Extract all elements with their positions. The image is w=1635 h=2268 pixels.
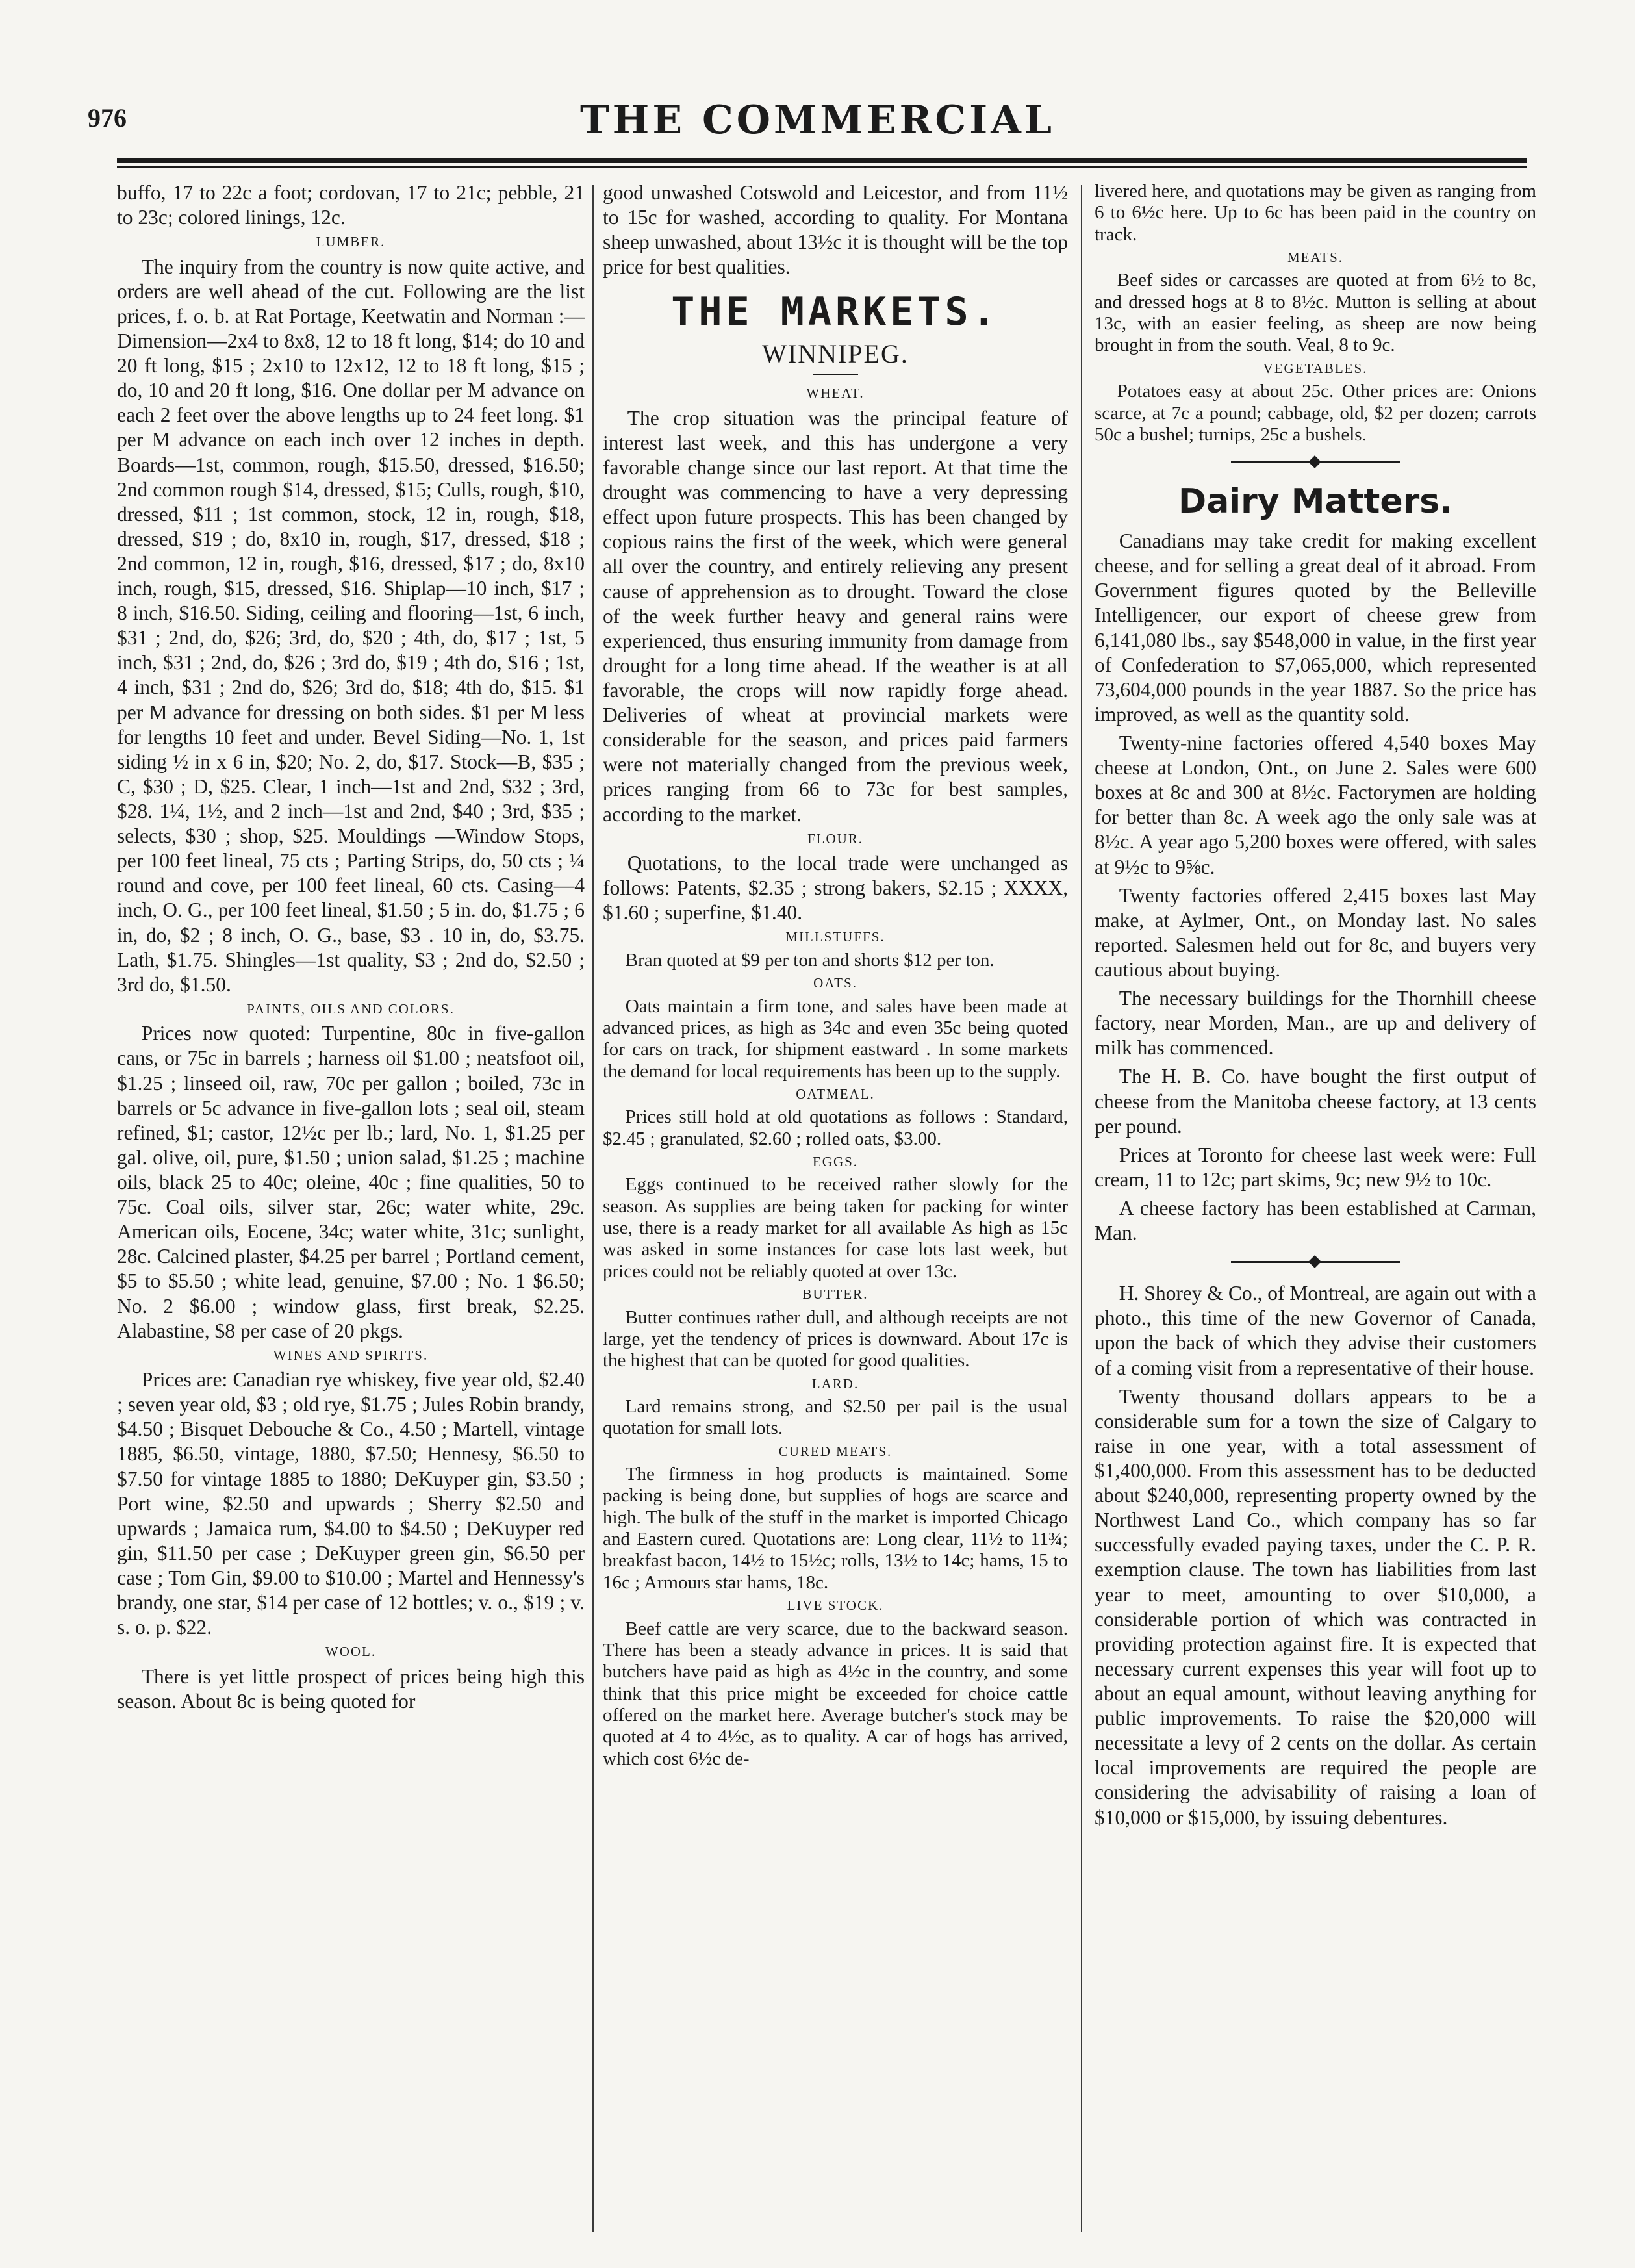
cured-meats-paragraph: The firmness in hog products is maintained. Some packing is being done, but supplies of hogs are scarce and high. The bulk of the stuff in the market is imported Chicago and Eastern cured. Quotations are: Long clear, 11½ to 11¾; breakfast bacon, 14½ to 15½c; rolls, 13½ to 14c; hams, 15 to 16c ; Armours star hams, 18c. <box>603 1464 1068 1593</box>
divider-diamond-icon <box>1308 1255 1321 1268</box>
flour-heading: FLOUR. <box>807 830 864 847</box>
wool-heading: WOOL. <box>325 1644 377 1660</box>
butter-paragraph: Butter continues rather dull, and although receipts are not large, yet the tendency of prices is downward. About 17c is the highest that can be quoted for good qualities. <box>603 1306 1068 1371</box>
column-2 <box>603 181 1068 2234</box>
butter-heading: BUTTER. <box>802 1286 868 1303</box>
short-rule <box>813 374 858 375</box>
eggs-paragraph: Eggs continued to be received rather slowly for the season. As supplies are being taken for packing for winter use, there is a ready market for all available As high as 15c was asked in some instances for case lots last week, but prices could not be reliably quoted at over 13c. <box>603 1174 1068 1282</box>
masthead-title: THE COMMERCIAL <box>580 97 1055 143</box>
dairy-paragraph-7: A cheese factory has been established at Carman, Man. <box>1095 1197 1536 1245</box>
dairy-paragraph-2: Twenty-nine factories offered 4,540 boxes May cheese at London, Ont., on June 2. Sales were 600 boxes at 8c and 300 at 8½c. Factorymen are holding for better than 8c. A week ago the only sale was at 8½c. A year ago 5,200 boxes were offered, with sales at 9½c to 9⅝c. <box>1095 732 1536 878</box>
millstuffs-paragraph: Bran quoted at $9 per ton and shorts $12 per ton. <box>625 949 995 971</box>
markets-title: THE MARKETS. <box>671 289 1000 335</box>
city-heading: WINNIPEG. <box>762 339 909 369</box>
lard-paragraph: Lard remains strong, and $2.50 per pail is the usual quotation for small lots. <box>603 1396 1068 1439</box>
calgary-paragraph: Twenty thousand dollars appears to be a considerable sum for a town the size of Calgary to raise in one year, with a total assessment of $1,400,000. From this assessment has to be deducted about $240,000, representing property owned by the Northwest Land Co., which company has so far successfully evaded paying taxes, under the C. P. R. exemption clause. The town has liabilities from last year to meet, amounting to over $10,000, a considerable portion of which was contracted in providing protection against fire. It is expected that necessary current expenses this year will foot up to about an equal amount, without leaving anything for public improvements. To raise the $20,000 will necessitate a levy of 2 cents on the dollar. As certain local improvements are required the people are considering the advisability of raising a loan of $10,000 or $15,000, by issuing debentures. <box>1095 1384 1536 1829</box>
section-divider-2 <box>1231 1261 1400 1263</box>
dairy-paragraph-5: The H. B. Co. have bought the first output of cheese from the Manitoba cheese factory, at 13 cents per pound. <box>1095 1065 1536 1138</box>
oatmeal-paragraph: Prices still hold at old quotations as follows : Standard, $2.45 ; granulated, $2.60 ; rolled oats, $3.00. <box>603 1106 1068 1149</box>
wool-paragraph: There is yet little prospect of prices being high this season. About 8c is being quoted for <box>117 1664 585 1713</box>
wheat-paragraph: The crop situation was the principal feature of interest last week, and this has undergone a very favorable change since our last report. At that time the drought was commencing to have a very depressing effect upon future prospects. This has been changed by copious rains the first of the week, which were general all over the country, and entirely relieving any present cause of apprehension as to drought. Toward the close of the week further heavy and general rains were experienced, thus ensuring immunity from damage from drought for a long time ahead. If the weather is at all favorable, the crops will now rapidly forge ahead. Deliveries of wheat at provincial markets were considerable for the season, and prices paid farmers were not materially changed from the previous week, prices ranging from 66 to 73c for best samples, according to the market. <box>603 406 1068 826</box>
millstuffs-heading: MILLSTUFFS. <box>785 929 885 945</box>
column-divider-2 <box>1081 185 1082 2232</box>
vegetables-heading: VEGETABLES. <box>1263 360 1368 376</box>
dairy-paragraph-6: Prices at Toronto for cheese last week were: Full cream, 11 to 12c; part skims, 9c; new 9½ to 10c. <box>1095 1143 1536 1191</box>
oatmeal-heading: OATMEAL. <box>796 1086 875 1102</box>
live-stock-heading: LIVE STOCK. <box>787 1598 884 1614</box>
live-stock-continued-paragraph: livered here, and quotations may be given as ranging from 6 to 6½c here. Up to 6c has been paid in the country on track. <box>1095 181 1536 245</box>
page-number: 976 <box>88 103 127 133</box>
masthead-rule-thin <box>117 166 1527 168</box>
paints-heading: PAINTS, OILS AND COLORS. <box>247 1000 455 1017</box>
live-stock-paragraph: Beef cattle are very scarce, due to the backward season. There has been a steady advance in prices. It is said that butchers have paid as high as 4½c in the country, and some think that this price might be exceeded for choice cattle offered on the market here. Average butcher's stock may be quoted at 4 to 4½c, as to quality. A car of hogs has arrived, which cost 6½c de- <box>603 1618 1068 1769</box>
lumber-paragraph: The inquiry from the country is now quite active, and orders are well ahead of the cut. Following are the list prices, f. o. b. at Rat Portage, Keetwatin and Norman :— Dimension—2x4 to 8x8, 12 to 18 ft long, $14; do 10 and 20 ft long, $15 ; 2x10 to 12x12, 12 to 18 ft long, $15 ; do, 10 and 20 ft long, $16. One dollar per M advance on each 2 feet over the above lengths up to 24 feet long. $1 per M advance on each inch over 12 inches in depth. Boards—1st, common, rough, $15.50, dressed, $16.50; 2nd common rough $14, dressed, $15; Culls, rough, $10, dressed, $11 ; 1st common, stock, 12 in, rough, $18, dressed, $19 ; do, 8x10 in, rough, $17, dressed, $18 ; 2nd common, 12 in, rough, $16, dressed, $17 ; do, 8x10 inch, rough, $15, dressed, $16. Shiplap—10 inch, $17 ; 8 inch, $16.50. Siding, ceiling and flooring—1st, 6 inch, $31 ; 2nd, do, $26; 3rd, do, $20 ; 4th, do, $17 ; 1st, 5 inch, $31 ; 2nd, do, $26 ; 3rd do, $19 ; 4th do, $16 ; 1st, 4 inch, $31 ; 2nd do, $26; 3rd do, $18; 4th do, $15. $1 per M advance for dressing on both sides. $1 per M less for lengths 10 feet and under. Bevel Siding—No. 1, 1st siding ½ in x 6 in, $20; No. 2, do, $17. Stock—B, $35 ; C, $30 ; D, $25. Clear, 1 inch—1st and 2nd, $32 ; 3rd, $28. 1¼, 1½, and 2 inch—1st and 2nd, $40 ; 3rd, $35 ; selects, $30 ; shop, $25. Mouldings —Window Stops, per 100 feet lineal, 75 cts ; Parting Strips, do, 50 cts ; ¼ round and cove, per 100 feet lineal, 60 cts. Casing—4 inch, O. G., per 100 feet lineal, $1.50 ; 5 in. do, $1.75 ; 6 in, do, $2 ; 8 inch, O. G., base, $3 . 10 in, do, $3.75. Lath, $1.75. Shingles—1st quality, $3 ; 2nd do, $2.50 ; 3rd do, $1.50. <box>117 255 585 996</box>
masthead-rule-thick <box>117 158 1527 163</box>
flour-paragraph: Quotations, to the local trade were unchanged as follows: Patents, $2.35 ; strong bakers, $2.15 ; XXXX, $1.60 ; superfine, $1.40. <box>603 852 1068 924</box>
dairy-matters-title: Dairy Matters. <box>1178 482 1452 522</box>
oats-heading: OATS. <box>813 975 857 991</box>
meats-heading: MEATS. <box>1287 249 1344 266</box>
column-divider-1 <box>592 185 594 2232</box>
divider-diamond-icon <box>1308 455 1321 468</box>
vegetables-paragraph: Potatoes easy at about 25c. Other prices are: Onions scarce, at 7c a pound; cabbage, old, $2 per dozen; carrots 50c a bushel; turnips, 25c a bushels. <box>1095 381 1536 445</box>
eggs-heading: EGGS. <box>812 1154 859 1170</box>
lard-heading: LARD. <box>811 1375 859 1392</box>
shorey-paragraph: H. Shorey & Co., of Montreal, are again out with a photo., this time of the new Governor of Canada, upon the back of which they advise their customers of a coming visit from a representative of their house. <box>1095 1282 1536 1379</box>
meats-paragraph: Beef sides or carcasses are quoted at from 6½ to 8c, and dressed hogs at 8 to 8½c. Mutton is selling at about 13c, with an easier feeling, as sheep are now being brought in from the south. Veal, 8 to 9c. <box>1095 270 1536 356</box>
lumber-heading: LUMBER. <box>316 234 386 250</box>
wines-heading: WINES AND SPIRITS. <box>273 1347 429 1363</box>
dairy-paragraph-3: Twenty factories offered 2,415 boxes last May make, at Aylmer, Ont., on Monday last. No sales reported. Salesmen held out for 8c, and buyers very cautious about buying. <box>1095 884 1536 982</box>
oats-paragraph: Oats maintain a firm tone, and sales have been made at advanced prices, as high as 34c and even 35c being quoted for cars on track, for shipment eastward . In some markets the demand for local requirements has been up to the supply. <box>603 995 1068 1082</box>
dairy-paragraph-4: The necessary buildings for the Thornhill cheese factory, near Morden, Man., are up and delivery of milk has commenced. <box>1095 987 1536 1060</box>
wines-paragraph: Prices are: Canadian rye whiskey, five year old, $2.40 ; seven year old, $3 ; old rye, $1.75 ; Jules Robin brandy, $4.50 ; Bisquet Debouche & Co., 4.50 ; Martell, vintage 1885, $6.50, vintage, 1880, $7.50; Hennesy, $6.50 to $7.50 for vintage 1885 to 1880; DeKuyper gin, $3.50 ; Port wine, $2.50 and upwards ; Sherry $2.50 and upwards ; Jamaica rum, $4.00 to $4.50 ; DeKuyper red gin, $11.50 per case ; DeKuyper green gin, $6.50 per case ; Tom Gin, $9.00 to $10.00 ; Martel and Hennessy's brandy, one star, $14 per case of 12 bottles; v. o., $19 ; v. s. o. p. $22. <box>117 1368 585 1639</box>
wool-continued-paragraph: good unwashed Cotswold and Leicestor, and from 11½ to 15c for washed, according to quality. For Montana sheep unwashed, about 13½c it is thought will be the top price for best qualities. <box>603 181 1068 279</box>
paints-paragraph: Prices now quoted: Turpentine, 80c in five-gallon cans, or 75c in barrels ; harness oil $1.00 ; neatsfoot oil, $1.25 ; linseed oil, raw, 70c per gallon ; boiled, 73c in barrels or 5c advance in five-gallon lots ; seal oil, steam refined, $1; castor, 12½c per lb.; lard, No. 1, $1.25 per gal. olive, oil, pure, $1.50 ; union salad, $1.25 ; machine oils, black 25 to 40c; oleine, 40c ; fine qualities, 50 to 75c. Coal oils, silver star, 26c; water white, 29c. American oils, Eocene, 34c; water white, 31c; sunlight, 28c. Calcined plaster, $4.25 per barrel ; Portland cement, $5 to $5.50 ; white lead, genuine, $7.00 ; No. 1 $6.50; No. 2 $6.00 ; window glass, first break, $2.25. Alabastine, $8 per case of 20 pkgs. <box>117 1022 585 1342</box>
column-3 <box>1095 181 1536 2234</box>
section-divider <box>1231 461 1400 463</box>
dairy-paragraph-1: Canadians may take credit for making excellent cheese, and for selling a great deal of it abroad. From Government figures quoted by the Belleville Intelligencer, our export of cheese grew from 6,141,080 lbs., say $548,000 in value, in the first year of Confederation to $7,065,000, which represented 73,604,000 pounds in the year 1887. So the price has improved, as well as the quantity sold. <box>1095 529 1536 726</box>
wheat-heading: WHEAT. <box>806 385 865 401</box>
cured-meats-heading: CURED MEATS. <box>778 1443 893 1459</box>
column-1 <box>117 181 585 2234</box>
leather-paragraph: buffo, 17 to 22c a foot; cordovan, 17 to 21c; pebble, 21 to 23c; colored linings, 12c. <box>117 181 585 229</box>
